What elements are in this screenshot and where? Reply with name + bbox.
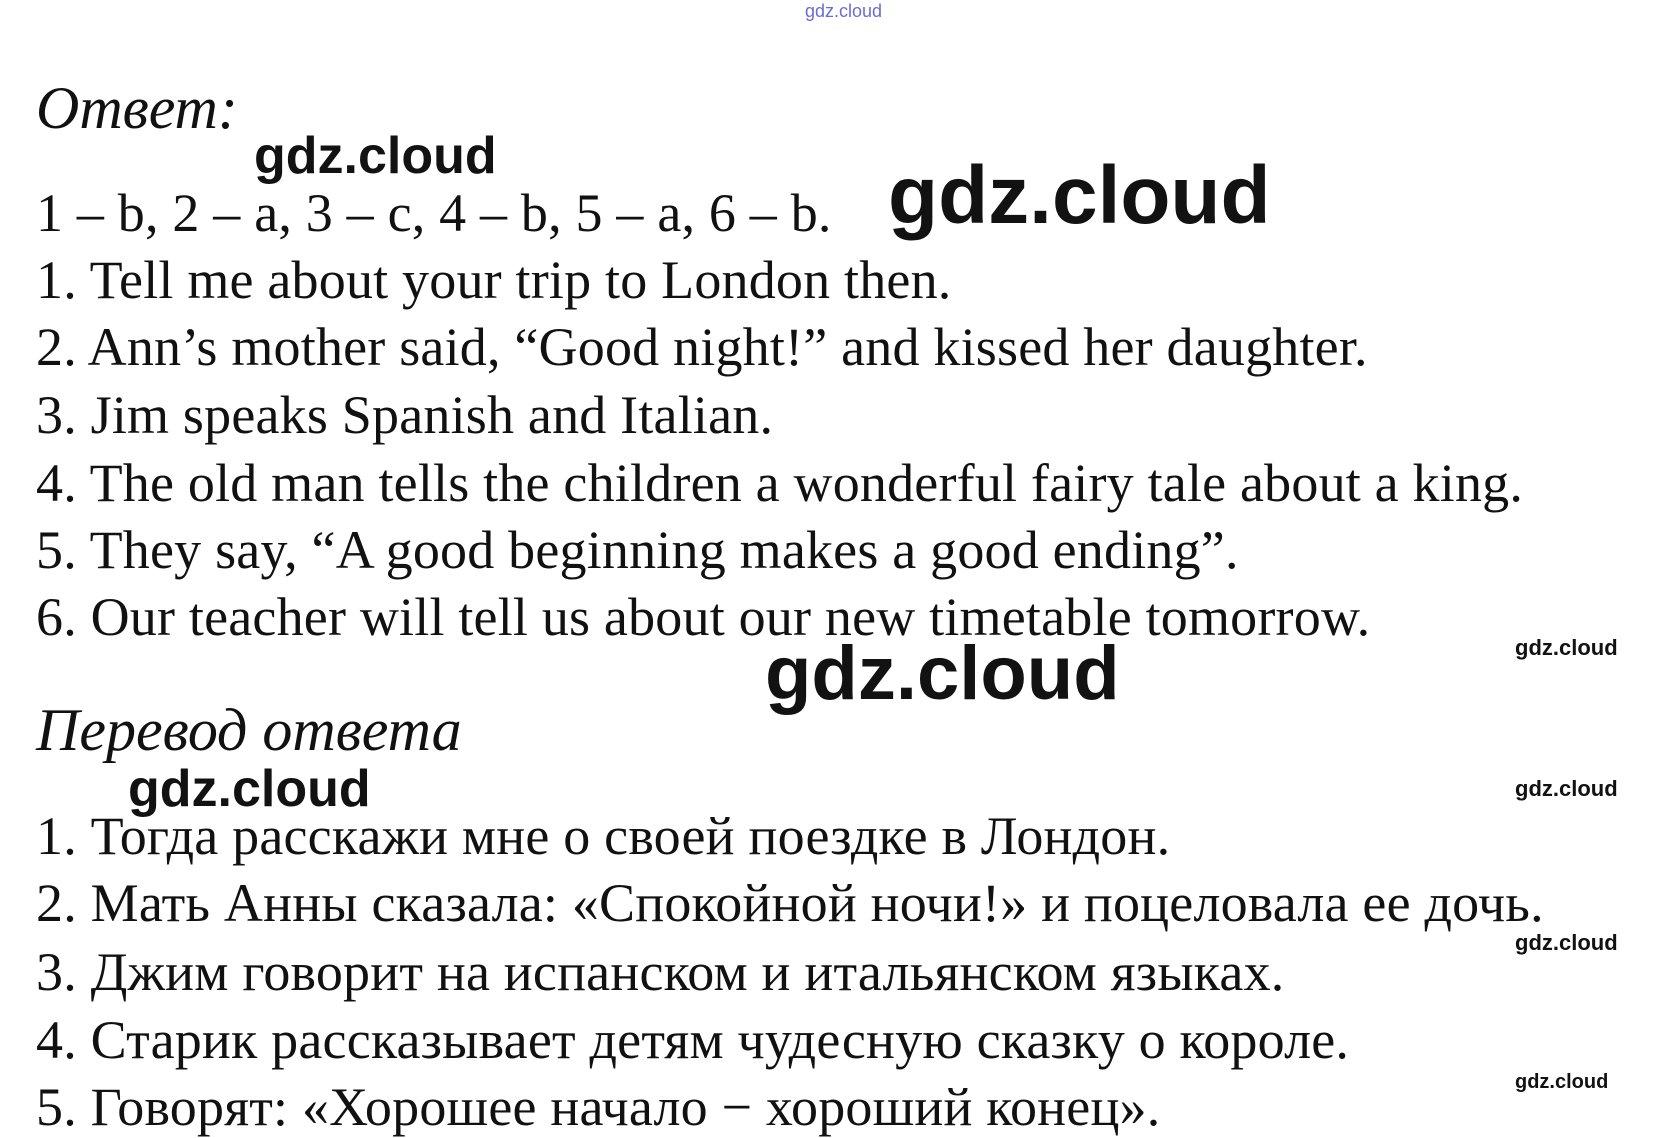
translation-sentence-1: 1. Тогда расскажи мне о своей поездке в Лондон.: [36, 806, 1171, 866]
watermark-1: gdz.cloud: [254, 127, 497, 185]
watermark-7: gdz.cloud: [1515, 930, 1618, 955]
watermark-8: gdz.cloud: [1515, 1071, 1609, 1093]
watermark-6: gdz.cloud: [1515, 776, 1618, 801]
answer-sentence-6: 6. Our teacher will tell us about our new timetable tomorrow.: [36, 587, 1371, 647]
watermark-top: gdz.cloud: [805, 1, 883, 21]
translation-sentence-3: 3. Джим говорит на испанском и итальянском языках.: [36, 942, 1285, 1002]
answer-sentence-4: 4. The old man tells the children a wonderful fairy tale about a king.: [36, 453, 1524, 513]
translation-sentence-4: 4. Старик рассказывает детям чудесную сказку о короле.: [36, 1010, 1350, 1070]
translation-sentence-5: 5. Говорят: «Хорошее начало − хороший конец».: [36, 1077, 1161, 1137]
watermark-5: gdz.cloud: [128, 760, 371, 818]
answer-sentence-1: 1. Tell me about your trip to London then.: [36, 250, 952, 310]
answer-sentence-3: 3. Jim speaks Spanish and Italian.: [36, 385, 774, 445]
translation-heading: Перевод ответа: [36, 697, 462, 763]
answer-sentence-2: 2. Ann’s mother said, “Good night!” and kissed her daughter.: [36, 317, 1368, 377]
answer-key: 1 – b, 2 – a, 3 – c, 4 – b, 5 – a, 6 – b.: [36, 183, 832, 243]
watermark-4: gdz.cloud: [765, 631, 1120, 716]
watermark-3: gdz.cloud: [1515, 635, 1618, 660]
watermark-2: gdz.cloud: [888, 150, 1271, 241]
answer-heading: Ответ:: [36, 75, 238, 141]
answer-sentence-5: 5. They say, “A good beginning makes a good ending”.: [36, 520, 1239, 580]
translation-sentence-2: 2. Мать Анны сказала: «Спокойной ночи!» и поцеловала ее дочь.: [36, 873, 1544, 933]
